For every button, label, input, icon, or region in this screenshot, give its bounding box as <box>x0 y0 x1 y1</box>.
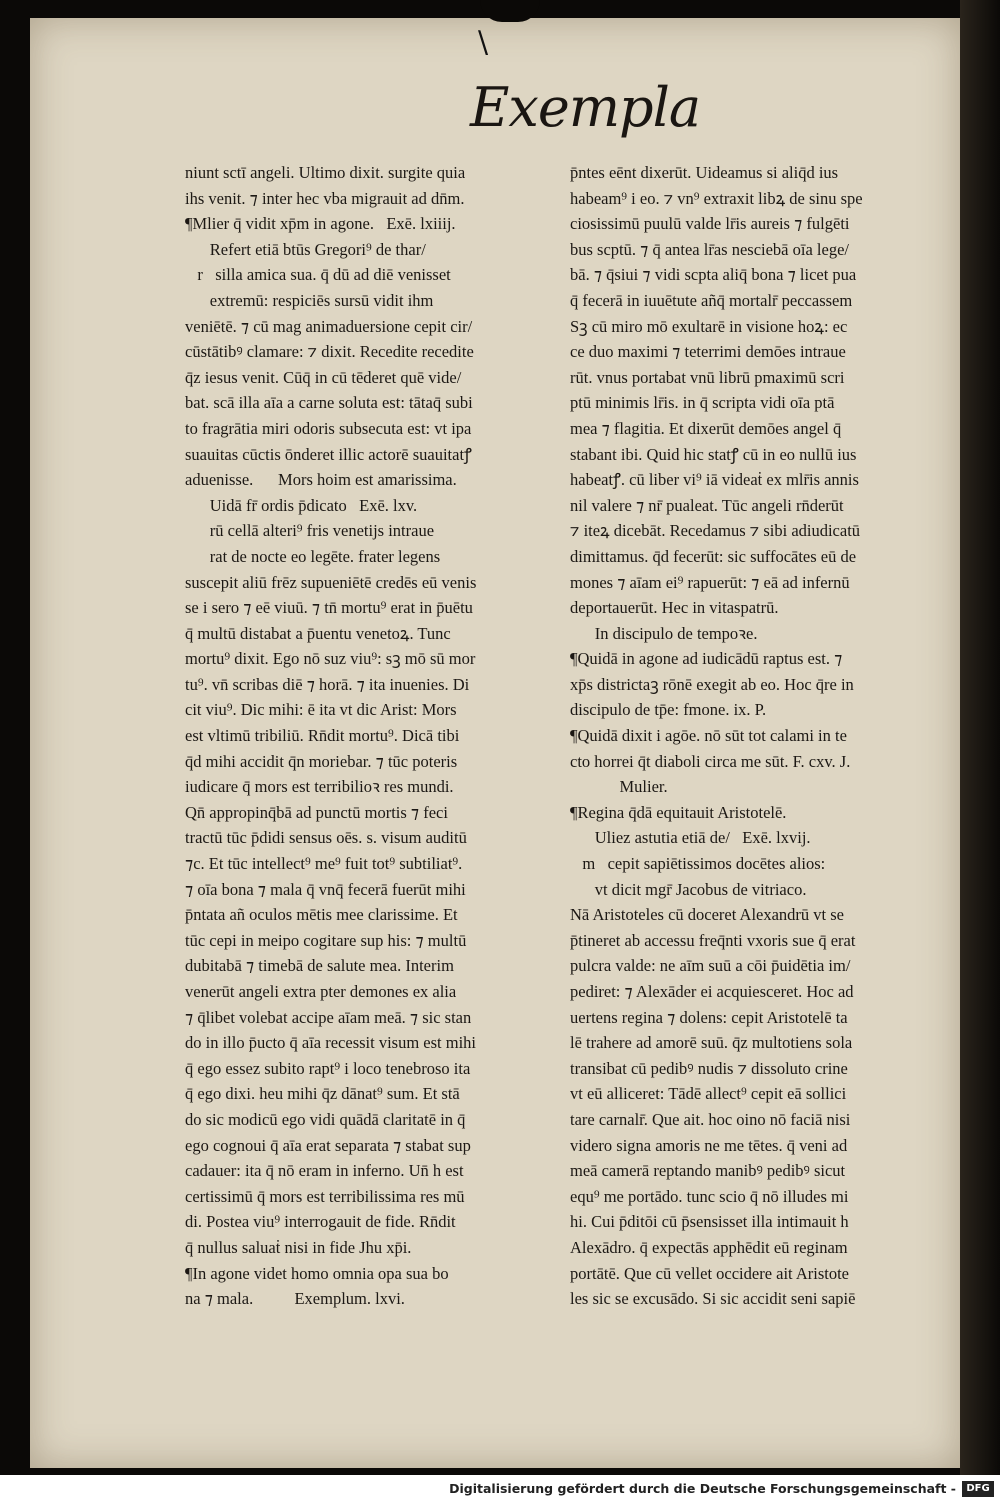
text-line: portātē. Que cū vellet occidere ait Aristote <box>570 1263 850 1283</box>
text-line: habeatꝭ. cū liber vi⁹ iā videaṫ ex mlr̄is annis <box>570 470 859 490</box>
text-line: niunt sctī angeli. Ultimo dixit. surgite quia <box>185 163 466 182</box>
text-line: ⁊ q̄libet volebat accipe aīam meā. ⁊ sic stan <box>185 1007 472 1027</box>
text-line: uertens regina ⁊ dolens: cepit Aristotelē ta <box>570 1007 848 1027</box>
text-line: di. Postea viu⁹ interrogauit de fide. Rn̄dit <box>185 1212 456 1232</box>
text-line: bā. ⁊ q̄siui ⁊ vidi scpta aliq̄ bona ⁊ licet pua <box>570 265 857 285</box>
text-line: ¶Quidā in agone ad iudicādū raptus est. ⁊ <box>570 649 843 669</box>
text-line: q̄z iesus venit. Cūq̄ in cū tēderet quē vide/ <box>185 367 462 387</box>
text-line: est vltimū tribiliū. Rn̄dit mortu⁹. Dicā tibi <box>185 726 460 746</box>
text-line: p̄ntata añ oculos mētis mee clarissime. Et <box>185 905 458 925</box>
text-line: pediret: ⁊ Alexāder ei acquiesceret. Hoc ad <box>570 982 854 1001</box>
text-line: Refert etiā btūs Gregori⁹ de thar/ <box>185 239 426 259</box>
text-line: venerūt angeli extra pter demones ex alia <box>185 982 457 1001</box>
text-line: q̄ nullus saluaṫ nisi in fide Jhu xp̄i. <box>185 1237 412 1257</box>
text-line: rū cellā alteri⁹ fris venetijs intraue <box>185 521 435 541</box>
dfg-logo-icon: DFG <box>962 1481 994 1497</box>
text-line: q̄ fecerā in iuuētute añq̄ mortalr̄ peccassem <box>570 290 853 310</box>
text-line: do sic modicū ego vidi quādā claritatē in q̄ <box>185 1109 466 1129</box>
text-line: hi. Cui p̄ditōi cū p̄sensisset illa intimauit h <box>570 1212 849 1232</box>
text-line: m cepit sapiētissimos docētes alios: <box>570 854 826 874</box>
text-line: lē trahere ad amorē suū. q̄z multotiens sola <box>570 1033 853 1053</box>
funding-notice: Digitalisierung gefördert durch die Deutsche Forschungsgemeinschaft - <box>449 1481 956 1496</box>
text-line: ptū minimis lr̄is. in q̄ scripta vidi oīa ptā <box>570 393 835 413</box>
text-line: r silla amica sua. q̄ dū ad diē venisset <box>185 265 451 285</box>
text-line: Sꝫ cū miro mō exultarē in visione hoꝝ: ec <box>570 316 848 336</box>
footer-bar <box>0 1475 1000 1503</box>
text-line: equ⁹ me portādo. tunc scio q̄ nō illudes mi <box>570 1186 849 1206</box>
text-line: les sic se excusādo. Si sic accidit seni sapiē <box>570 1289 856 1309</box>
text-line: transibat cū pedibꝰ nudis ⁊ dissoluto crine <box>570 1058 848 1078</box>
text-line: vt dicit mgr̄ Jacobus de vitriaco. <box>570 879 807 899</box>
text-line: q̄ ego dixi. heu mihi q̄z dānat⁹ sum. Et stā <box>185 1084 460 1104</box>
text-line: ciosissimū puulū valde lr̄is aureis ⁊ fulgēti <box>570 214 850 234</box>
text-line: ¶In agone videt homo omnia opa sua bo <box>185 1263 449 1283</box>
text-line: ⁊ iteꝝ dicebāt. Recedamus ⁊ sibi adiudicatū <box>570 521 861 541</box>
text-line: xp̄s districtaꝫ rōnē exegit ab eo. Hoc q̄re in <box>570 674 854 694</box>
page-gutter <box>960 0 1000 1475</box>
text-line: ⁊c. Et tūc intellect⁹ me⁹ fuit tot⁹ subtiliat⁹. <box>185 854 463 874</box>
text-line: ¶Quidā dixit i agōe. nō sūt tot calami in te <box>570 726 847 746</box>
text-line: mortu⁹ dixit. Ego nō suz viu⁹: sꝫ mō sū mor <box>185 649 476 669</box>
text-line: rūt. vnus portabat vnū librū pmaximū scri <box>570 367 845 387</box>
text-line: cit viu⁹. Dic mihi: ē ita vt dic Arist: Mors <box>185 700 457 720</box>
text-line: q̄ multū distabat a p̄uentu venetoꝝ. Tunc <box>185 623 451 643</box>
text-line: rat de nocte eo legēte. frater legens <box>185 546 441 566</box>
text-line: Qn̄ appropinq̄bā ad punctū mortis ⁊ feci <box>185 802 448 822</box>
text-line: Uidā fr̄ ordis p̄dicato Exē. lxv. <box>185 495 418 515</box>
text-line: veniētē. ⁊ cū mag animaduersione cepit cir/ <box>185 316 473 336</box>
text-line: Mulier. <box>570 777 668 797</box>
text-line: suscepit aliū frēz supueniētē credēs eū venis <box>185 572 477 592</box>
text-line: to fragrātia miri odoris subsecuta est: vt ipa <box>185 418 472 438</box>
text-line: tu⁹. vn̄ scribas diē ⁊ horā. ⁊ ita inuenies. Di <box>185 674 470 694</box>
text-line: cadauer: ita q̄ nō eram in inferno. Un̄ h est <box>185 1161 464 1181</box>
text-line: na ⁊ mala. Exemplum. lxvi. <box>185 1289 405 1309</box>
right-text-column <box>570 160 942 1310</box>
text-line: Nā Aristoteles cū doceret Alexandrū vt se <box>570 905 844 925</box>
top-mark: \ <box>478 25 489 60</box>
text-line: Uliez astutia etiā de/ Exē. lxvij. <box>570 828 811 848</box>
text-line: nil valere ⁊ nr̄ pualeat. Tūc angeli rn̄derūt <box>570 495 844 515</box>
text-line: Alexādro. q̄ expectās apphēdit eū reginam <box>570 1237 848 1257</box>
text-line: cūstātibꝰ clamare: ⁊ dixit. Recedite recedite <box>185 342 474 362</box>
text-line: meā camerā reptando manibꝰ pedibꝰ sicut <box>570 1161 846 1181</box>
text-line: dubitabā ⁊ timebā de salute mea. Interim <box>185 956 454 976</box>
text-line: p̄tineret ab accessu freq̄nti vxoris sue q̄ erat <box>570 930 856 950</box>
text-line: habeam⁹ i eo. ⁊ vn⁹ extraxit libꝝ de sinu spe <box>570 188 863 208</box>
text-line: deportauerūt. Hec in vitaspatrū. <box>570 598 779 618</box>
text-line: vt eū alliceret: Tādē allect⁹ cepit eā sollici <box>570 1084 847 1104</box>
text-line: ⁊ oīa bona ⁊ mala q̄ vnq̄ fecerā fuerūt mihi <box>185 879 466 899</box>
text-line: pulcra valde: ne aīm suū a cōi p̄uidētia im/ <box>570 956 851 976</box>
text-line: aduenisse. Mors hoim est amarissima. <box>185 470 457 490</box>
text-line: stabant ibi. Quid hic statꝭ cū in eo nullū ius <box>570 444 857 464</box>
text-line: certissimū q̄ mors est terribilissima res mū <box>185 1186 465 1206</box>
text-line: bus scptū. ⁊ q̄ antea lr̄as nesciebā oīa lege/ <box>570 239 849 259</box>
page-heading: Exempla <box>470 76 701 139</box>
text-line: p̄ntes eēnt dixerūt. Uideamus si aliq̄d ius <box>570 163 839 182</box>
text-line: ihs venit. ⁊ inter hec vba migrauit ad dn̄m. <box>185 188 465 208</box>
text-line: In discipulo de tempoꝛe. <box>570 623 758 643</box>
text-line: extremū: respiciēs sursū vidit ihm <box>185 290 434 310</box>
text-line: bat. scā illa aīa a carne soluta est: tātaq̄ subi <box>185 393 473 413</box>
text-line: se i sero ⁊ eē viuū. ⁊ tn̄ mortu⁹ erat in p̄uētu <box>185 598 473 618</box>
text-line: ce duo maximi ⁊ teterrimi demōes intraue <box>570 342 846 362</box>
text-line: tare carnalr̄. Que ait. hoc oino nō faciā nisi <box>570 1109 851 1129</box>
text-line: q̄d mihi accidit q̄n moriebar. ⁊ tūc poteris <box>185 751 458 771</box>
text-line: dimittamus. q̄d fecerūt: sic suffocātes eū de <box>570 546 857 566</box>
text-line: ¶Regina q̄dā equitauit Aristotelē. <box>570 802 787 822</box>
text-line: suauitas cūctis ōnderet illic actorē suauitatꝭ <box>185 444 472 464</box>
text-line: mea ⁊ flagitia. Et dixerūt demōes angel q̄ <box>570 418 842 438</box>
text-line: tractū tūc p̄didi sensus oēs. s. visum auditū <box>185 828 467 848</box>
text-line: mones ⁊ aīam ei⁹ rapuerūt: ⁊ eā ad infernū <box>570 572 850 592</box>
text-line: q̄ ego essez subito rapt⁹ i loco tenebroso ita <box>185 1058 471 1078</box>
text-line: discipulo de tp̄e: fmone. ix. P. <box>570 700 767 720</box>
text-line: ¶Mlier q̄ vidit xp̄m in agone. Exē. lxiiij. <box>185 214 456 234</box>
text-line: tūc cepi in meipo cogitare sup his: ⁊ multū <box>185 930 467 950</box>
text-line: videro signa amoris ne me tētes. q̄ veni ad <box>570 1135 848 1155</box>
text-line: ego cognoui q̄ aīa erat separata ⁊ stabat sup <box>185 1135 471 1155</box>
text-line: cto horrei q̄t diaboli circa me sūt. F. cxv. J. <box>570 751 851 771</box>
left-text-column <box>185 160 550 1310</box>
text-line: iudicare q̄ mors est terribilioꝛ res mundi. <box>185 777 454 797</box>
text-line: do in illo p̄ucto q̄ aīa recessit visum est mihi <box>185 1033 476 1053</box>
